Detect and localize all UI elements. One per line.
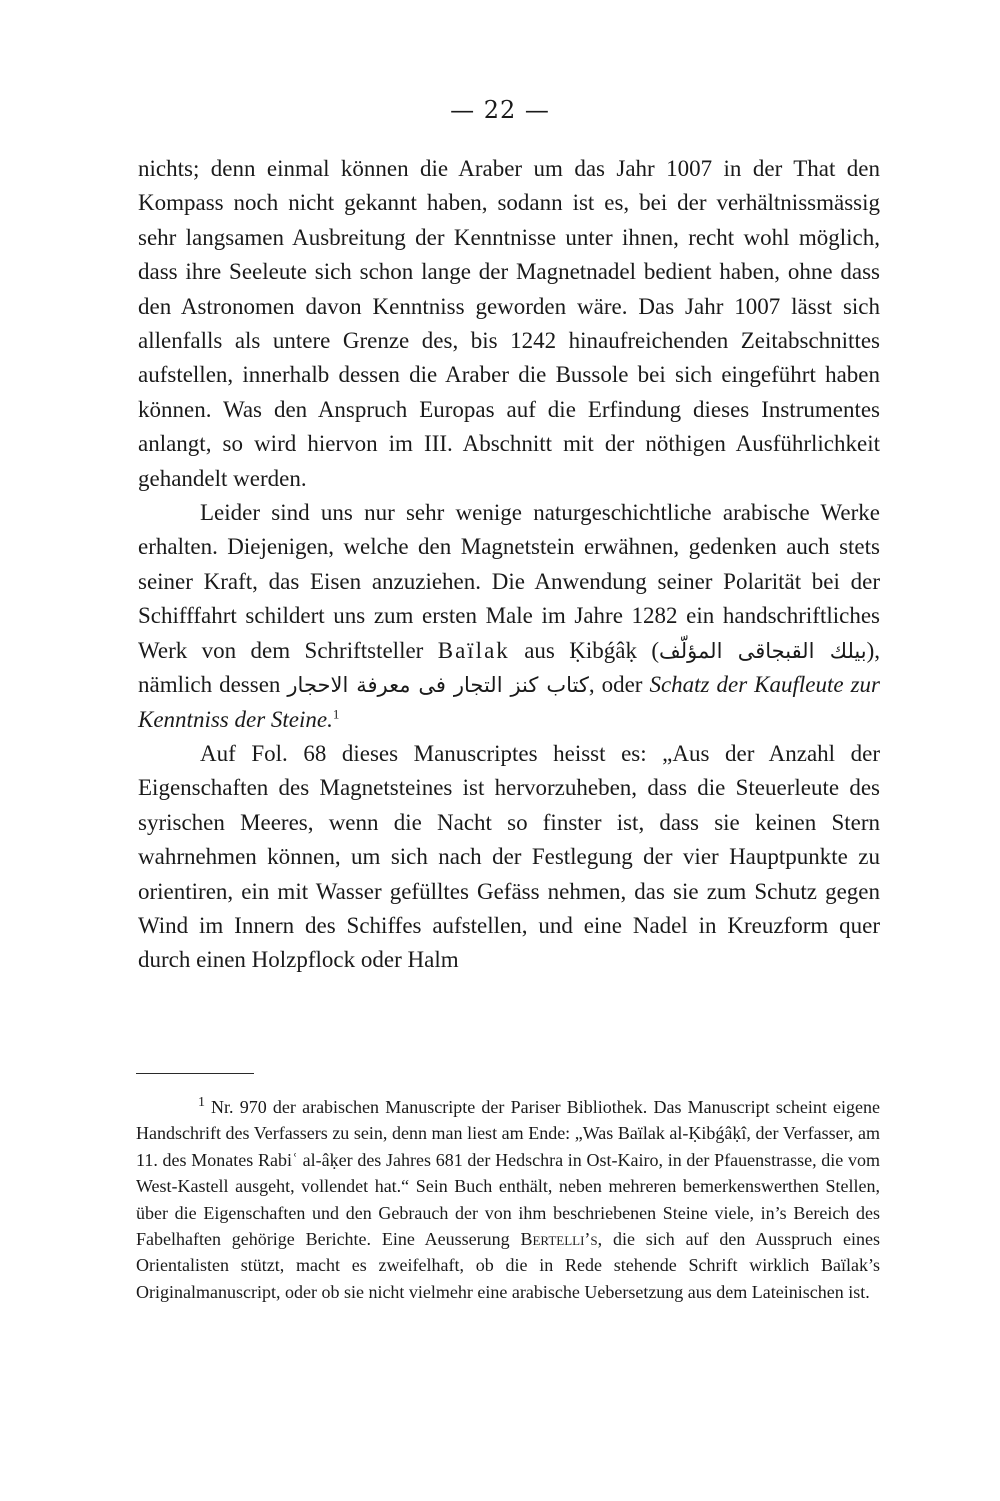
footnote	[136, 1094, 880, 1305]
author-name: Baïlak	[437, 637, 510, 663]
footnote-divider	[136, 1073, 254, 1074]
footnote-mark: 1	[198, 1095, 205, 1110]
footnote-text-part-1: Nr. 970 der arabischen Manuscripte der Pariser Bibliothek. Das Manuscript scheint eigene Handschrift des Verfassers zu sein, denn man liest am Ende: „Was Baïlak al-Ḳibǵâḳî, der Verfasser, am 11. des Monates Rabiʿ al-âḳer des Jahres 681 der Hedschra in Ost-Kairo, in der Pfauenstrasse, die vom West-Kastell ausgeht, vollendet hat.“ Sein Buch enthält, neben mehreren bemerkenswerthen Stellen, über die Eigenschaften und den Gebrauch der von ihm beschriebenen Steine viele, in’s Bereich des Fabelhaften gehörige Berichte. Eine Aeusserung	[136, 1097, 880, 1250]
arabic-book-title: كتاب كنز التجار فى معرفة الاحجار	[287, 673, 589, 698]
place-name: Ḳibǵâḳ	[569, 637, 637, 663]
main-text	[138, 152, 880, 978]
page-number: — 22 —	[450, 96, 550, 124]
footnote-text-part-2: , die sich auf den Ausspruch eines Orientalisten stützt, macht es zweifelhaft, ob die in Rede stehende Schrift wirklich Baïlak’s Originalmanuscript, oder ob sie nicht vielmehr eine arabische Uebersetzung aus dem Lateinischen ist.	[136, 1229, 880, 1302]
arabic-author-name: بيلك القبجاقى المؤلّف	[659, 638, 867, 663]
paragraph-3: Auf Fol. 68 dieses Manuscriptes heisst es: „Aus der Anzahl der Eigenschaften des Magnetsteines ist hervorzuheben, dass die Steuerleute des syrischen Meeres, wenn die Nacht so finster ist, dass sie keinen Stern wahrnehmen können, um sich nach der Festlegung der vier Hauptpunkte zu orientiren, ein mit Wasser gefülltes Gefäss nehmen, das sie zum Schutz gegen Wind im Innern des Schiffes aufstellen, und eine Nadel in Kreuzform quer durch einen Holzpflock oder Halm	[138, 740, 880, 973]
from-word: aus	[524, 637, 555, 663]
translated-book-title: Schatz der Kaufleute zur Kenntniss der Steine.	[138, 672, 880, 732]
cited-author-name: Bertelli’s	[520, 1229, 598, 1250]
namely-text: , nämlich dessen	[138, 637, 880, 698]
footnote-reference: 1	[332, 705, 340, 721]
paragraph-1: nichts; denn einmal können die Araber um das Jahr 1007 in der That den Kompass noch nicht gekannt haben, sodann ist es, bei der verhältnissmässig sehr langsamen Ausbreitung der Kenntnisse unter ihnen, recht wohl möglich, dass ihre Seeleute sich schon lange der Magnetnadel bedient haben, ohne dass den Astronomen davon Kenntniss geworden wäre. Das Jahr 1007 lässt sich allenfalls als untere Grenze des, bis 1242 hinaufreichenden Zeitabschnittes aufstellen, innerhalb dessen die Araber die Bussole bei sich eingeführt haben können. Was den Anspruch Europas auf die Erfindung dieses Instrumentes anlangt, so wird hiervon im III. Abschnitt mit der nöthigen Ausführlichkeit gehandelt werden.	[138, 156, 880, 491]
or-word: , oder	[588, 672, 643, 698]
paragraph-2: Leider sind uns nur sehr wenige naturgeschichtliche arabische Werke erhalten. Diejenigen, welche den Magnetstein erwähnen, gedenken auch stets seiner Kraft, das Eisen anzuziehen. Die Anwendung seiner Polarität bei der Schifffahrt schildert uns zum ersten Male im Jahre 1282 ein handschriftliches Werk von dem Schriftsteller Baïlak aus Ḳibǵâḳ (بيلك القبجاقى المؤلّف), nämlich dessen كتاب كنز التجار فى معرفة الاحجار, oder Schatz der Kaufleute zur Kenntniss der Steine.$^1$	[138, 500, 880, 732]
paragraph-2-intro: Leider sind uns nur sehr wenige naturgeschichtliche arabische Werke erhalten. Diejenigen, welche den Magnetstein erwähnen, gedenken auch stets seiner Kraft, das Eisen anzuziehen. Die Anwendung seiner Polarität bei der Schifffahrt schildert uns zum ersten Male im Jahre 1282 ein handschriftliches Werk von dem Schriftsteller	[138, 500, 880, 663]
